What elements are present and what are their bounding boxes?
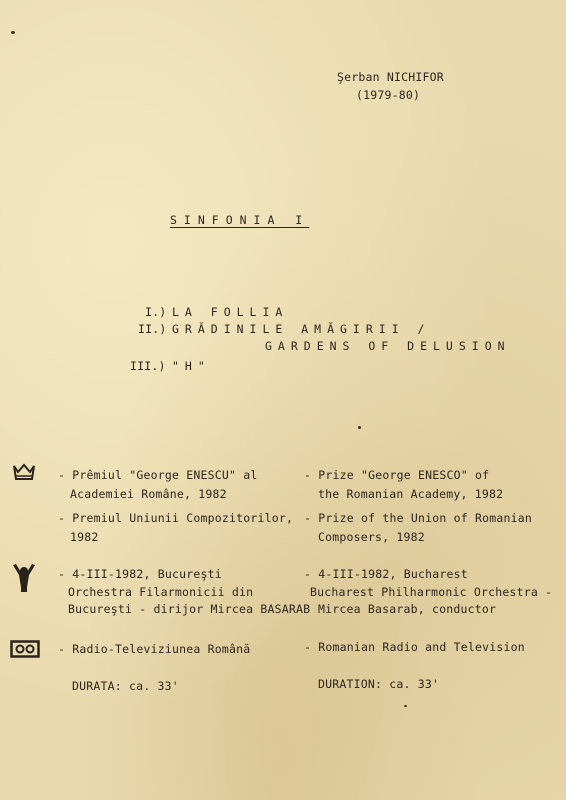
movement-1-number: I.) xyxy=(145,305,167,319)
premiere-ro-line2: Orchestra Filarmonicii din xyxy=(68,585,254,599)
paper-speck xyxy=(358,426,361,429)
recording-ro: - Radio-Televiziunea Română xyxy=(58,642,251,656)
award-1-en-line2: the Romanian Academy, 1982 xyxy=(318,487,504,501)
award-1-en-line1: - Prize "George ENESCO" of xyxy=(304,468,490,482)
duration-en: DURATION: ca. 33' xyxy=(318,677,440,691)
movement-2-name-english: GARDENS OF DELUSION xyxy=(265,339,511,353)
movement-3-name: "H" xyxy=(172,359,211,373)
award-1-ro-line1: - Prêmiul "George ENESCU" al xyxy=(58,468,258,482)
movement-2-number: II.) xyxy=(138,322,167,336)
award-1-ro-line2: Academiei Române, 1982 xyxy=(70,487,227,501)
paper-speck xyxy=(404,705,407,707)
award-2-en-line1: - Prize of the Union of Romanian xyxy=(304,511,532,525)
paper-speck xyxy=(11,31,15,34)
composition-years: (1979-80) xyxy=(356,88,421,102)
award-2-ro-line1: - Premiul Uniunii Compozitorilor, xyxy=(58,511,294,525)
premiere-en-line1: - 4-III-1982, Bucharest xyxy=(304,567,468,581)
premiere-ro-line1: - 4-III-1982, Bucureşti xyxy=(58,567,222,581)
movement-2-name: GRĂDINILE AMĂGIRII / xyxy=(172,322,431,336)
recording-en: - Romanian Radio and Television xyxy=(304,640,525,654)
award-2-ro-line2: 1982 xyxy=(70,530,99,544)
premiere-en-line3: Mircea Basarab, conductor xyxy=(318,602,497,616)
movement-3-number: III.) xyxy=(130,359,166,373)
crown-icon xyxy=(12,462,36,482)
author-name: Şerban NICHIFOR xyxy=(337,70,444,84)
premiere-ro-line3: Bucureşti - dirijor Mircea BASARAB xyxy=(68,602,311,616)
award-2-en-line2: Composers, 1982 xyxy=(318,530,425,544)
conductor-icon xyxy=(11,563,37,593)
premiere-en-line2: Bucharest Philharmonic Orchestra - xyxy=(310,585,553,599)
duration-ro: DURATA: ca. 33' xyxy=(72,679,179,693)
tape-cassette-icon xyxy=(10,640,40,658)
page-title: SINFONIA I xyxy=(170,213,310,227)
movement-1-name: LA FOLLIA xyxy=(172,305,289,319)
